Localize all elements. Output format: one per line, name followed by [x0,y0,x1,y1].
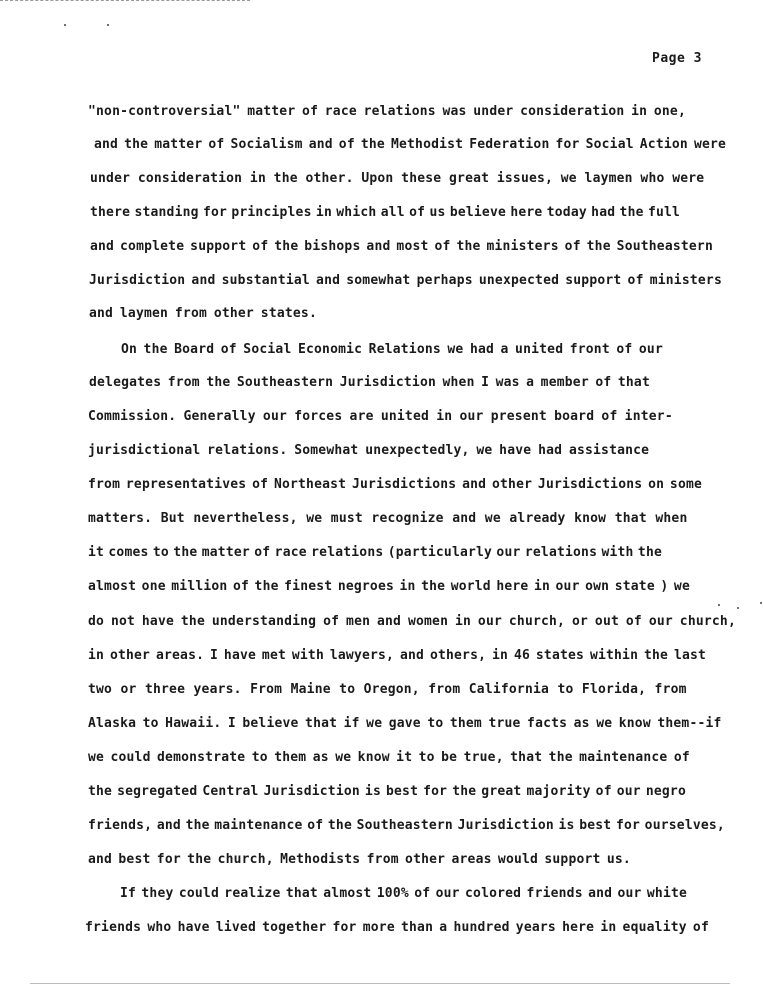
text-line: under consideration in the other. Upon these great issues, we laymen who were [90,171,705,186]
scan-top-edge [0,0,250,1]
text-line: On the Board of Social Economic Relations we had a united front of our [121,342,663,357]
text-line: there standing for principles in which all of us believe here today had the full [90,205,681,220]
scan-speck [107,24,109,26]
scan-speck [718,604,720,606]
text-line: we could demonstrate to them as we know it to be true, that the maintenance of [88,750,690,765]
text-line: and complete support of the bishops and most of the ministers of the Southeastern [90,239,713,254]
scan-speck [760,602,762,604]
text-line: two or three years. From Maine to Oregon, from California to Florida, from [88,682,687,697]
text-line: Alaska to Hawaii. I believe that if we gave to them true facts as we know them--if [88,716,722,731]
page-number: Page 3 [652,51,702,66]
scan-speck [64,24,66,26]
text-line: friends, and the maintenance of the Southeastern Jurisdiction is best for ourselves, [88,818,725,833]
text-line: matters. But nevertheless, we must recognize and we already know that when [88,511,688,526]
text-line: friends who have lived together for more than a hundred years here in equality of [85,920,709,935]
scan-speck [737,607,739,609]
text-line: Commission. Generally our forces are united in our present board of inter- [88,409,673,424]
text-line: If they could realize that almost 100% of our colored friends and our white [120,886,688,901]
text-line: almost one million of the finest negroes in the world here in our own state ) we [88,579,690,594]
text-line: jurisdictional relations. Somewhat unexpectedly, we have had assistance [88,443,650,458]
text-line: and laymen from other states. [89,306,317,321]
scan-bottom-edge [30,983,730,984]
text-line: and best for the church, Methodists from other areas would support us. [88,852,631,867]
text-line: in other areas. I have met with lawyers, and others, in 46 states within the last [88,648,707,663]
text-line: from representatives of Northeast Jurisdictions and other Jurisdictions on some [88,477,703,492]
text-line: "non-controversial" matter of race relations was under consideration in one, [88,104,686,119]
text-line: the segregated Central Jurisdiction is best for the great majority of our negro [88,784,686,799]
text-line: Jurisdiction and substantial and somewhat perhaps unexpected support of ministers [89,273,722,288]
text-line: it comes to the matter of race relations (particularly our relations with the [88,545,663,560]
text-line: and the matter of Socialism and of the Methodist Federation for Social Action were [94,137,727,152]
text-line: delegates from the Southeastern Jurisdiction when I was a member of that [89,375,650,390]
text-line: do not have the understanding of men and women in our church, or out of our church, [88,614,736,629]
